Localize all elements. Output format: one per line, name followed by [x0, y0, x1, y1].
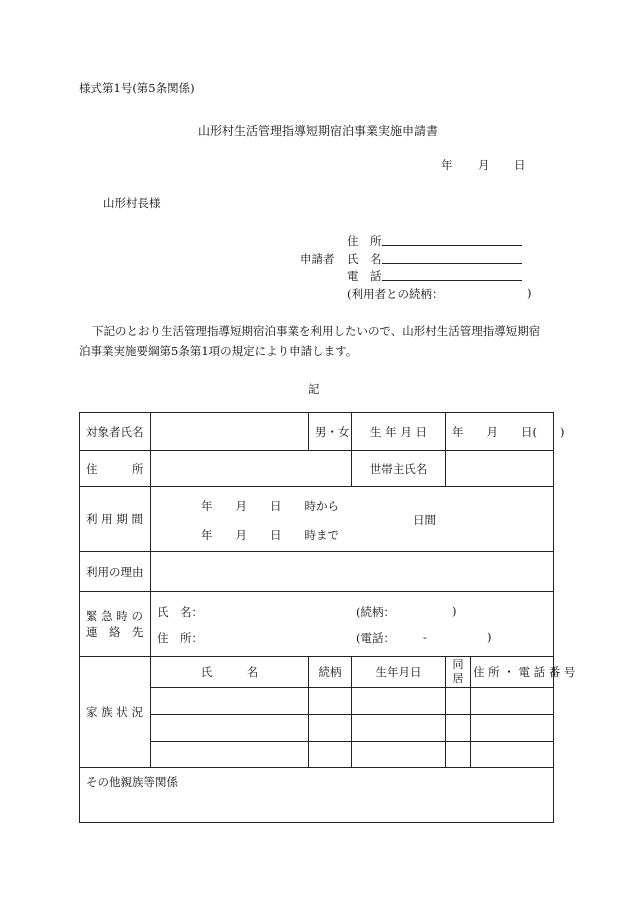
row-subject: [80, 413, 554, 451]
row-emergency: [80, 592, 554, 657]
family-cohabit-cell[interactable]: [446, 715, 471, 742]
emergency-label: [80, 592, 151, 657]
fam-col-relation: 続柄: [309, 657, 352, 688]
household-head-field[interactable]: [446, 451, 554, 487]
family-address-cell[interactable]: [471, 715, 554, 742]
family-row: [80, 688, 554, 715]
family-relation-cell[interactable]: [309, 715, 352, 742]
family-name-cell[interactable]: [151, 688, 309, 715]
period-from: 年 月 日 時から: [201, 499, 339, 513]
family-address-cell[interactable]: [471, 742, 554, 768]
family-name-cell[interactable]: [151, 742, 309, 768]
fam-col-address: 住 所 ・ 電 話 番 号: [471, 657, 554, 688]
em-phone-close: ): [487, 630, 492, 644]
date-day-label: 日: [514, 158, 526, 172]
em-phone-separator: -: [423, 630, 427, 644]
row-address: [80, 451, 554, 487]
family-relation-cell[interactable]: [309, 742, 352, 768]
birth-field[interactable]: 年 月 日( ): [446, 413, 554, 451]
fam-col-name: 氏 名: [151, 657, 309, 688]
other-relatives-field[interactable]: [80, 768, 554, 823]
applicant-address-label: 住 所: [347, 234, 382, 248]
date-year-label: 年: [441, 158, 453, 172]
family-label: 家 族 状 況: [80, 657, 151, 768]
fam-col-birth: 生年月日: [352, 657, 446, 688]
period-field[interactable]: [151, 487, 554, 552]
emergency-label-line1: 緊 急 時 の: [86, 609, 143, 623]
other-relatives-label: その他親族等関係: [86, 775, 178, 789]
application-form-table: [79, 412, 576, 823]
family-birth-cell[interactable]: [352, 688, 446, 715]
applicant-relation-label: (利用者との続柄：: [347, 287, 444, 301]
applicant-name-line[interactable]: [382, 263, 522, 264]
applicant-phone-line[interactable]: [382, 280, 522, 281]
period-to: 年 月 日 時まで: [201, 528, 339, 542]
body-text-line1: 下記のとおり生活管理指導短期宿泊事業を利用したいので、山形村生活管理指導短期宿: [92, 324, 541, 338]
sex-selector[interactable]: 男・女: [309, 413, 352, 451]
family-address-cell[interactable]: [471, 688, 554, 715]
em-relation-label: (続柄：: [356, 605, 395, 619]
family-row: [80, 715, 554, 742]
subject-name-field[interactable]: [151, 413, 309, 451]
household-head-label: 世帯主氏名: [352, 451, 446, 487]
applicant-role-label: 申請者: [300, 252, 335, 266]
family-relation-cell[interactable]: [309, 688, 352, 715]
family-row: [80, 742, 554, 768]
period-days: 日間: [413, 513, 436, 527]
row-other-relatives: [80, 768, 554, 823]
reason-field[interactable]: [151, 552, 554, 592]
subject-address-label: 住 所: [80, 451, 151, 487]
family-name-cell[interactable]: [151, 715, 309, 742]
family-birth-cell[interactable]: [352, 742, 446, 768]
em-name-label: 氏 名：: [157, 605, 203, 619]
applicant-name-label: 氏 名: [347, 252, 382, 266]
em-relation-close: ): [452, 604, 457, 618]
applicant-relation-close: ): [527, 286, 532, 300]
em-phone-label: (電話：: [356, 631, 395, 645]
ki-marker: 記: [308, 382, 320, 396]
addressee: 山形村長様: [103, 196, 161, 210]
period-label: 利 用 期 間: [80, 487, 151, 552]
applicant-phone-label: 電 話: [347, 269, 382, 283]
birth-label: 生 年 月 日: [352, 413, 446, 451]
emergency-label-line2: 連 絡 先: [86, 625, 144, 639]
family-cohabit-cell[interactable]: [446, 742, 471, 768]
family-birth-cell[interactable]: [352, 715, 446, 742]
document-title: 山形村生活管理指導短期宿泊事業実施申請書: [198, 124, 439, 138]
row-reason: [80, 552, 554, 592]
subject-name-label: 対象者氏名: [80, 413, 151, 451]
row-period: [80, 487, 554, 552]
row-family-header: [80, 657, 554, 688]
family-cohabit-cell[interactable]: [446, 688, 471, 715]
reason-label: 利用の理由: [80, 552, 151, 592]
em-address-label: 住 所：: [157, 631, 203, 645]
form-number: 様式第1号(第5条関係): [79, 81, 195, 95]
body-text-line2: 泊事業実施要綱第5条第1項の規定により申請します。: [79, 344, 358, 358]
subject-address-field[interactable]: [151, 451, 352, 487]
applicant-address-line[interactable]: [382, 245, 522, 246]
emergency-contact-field[interactable]: [151, 592, 554, 657]
fam-col-cohabit: 同居: [446, 657, 471, 688]
date-month-label: 月: [478, 158, 490, 172]
